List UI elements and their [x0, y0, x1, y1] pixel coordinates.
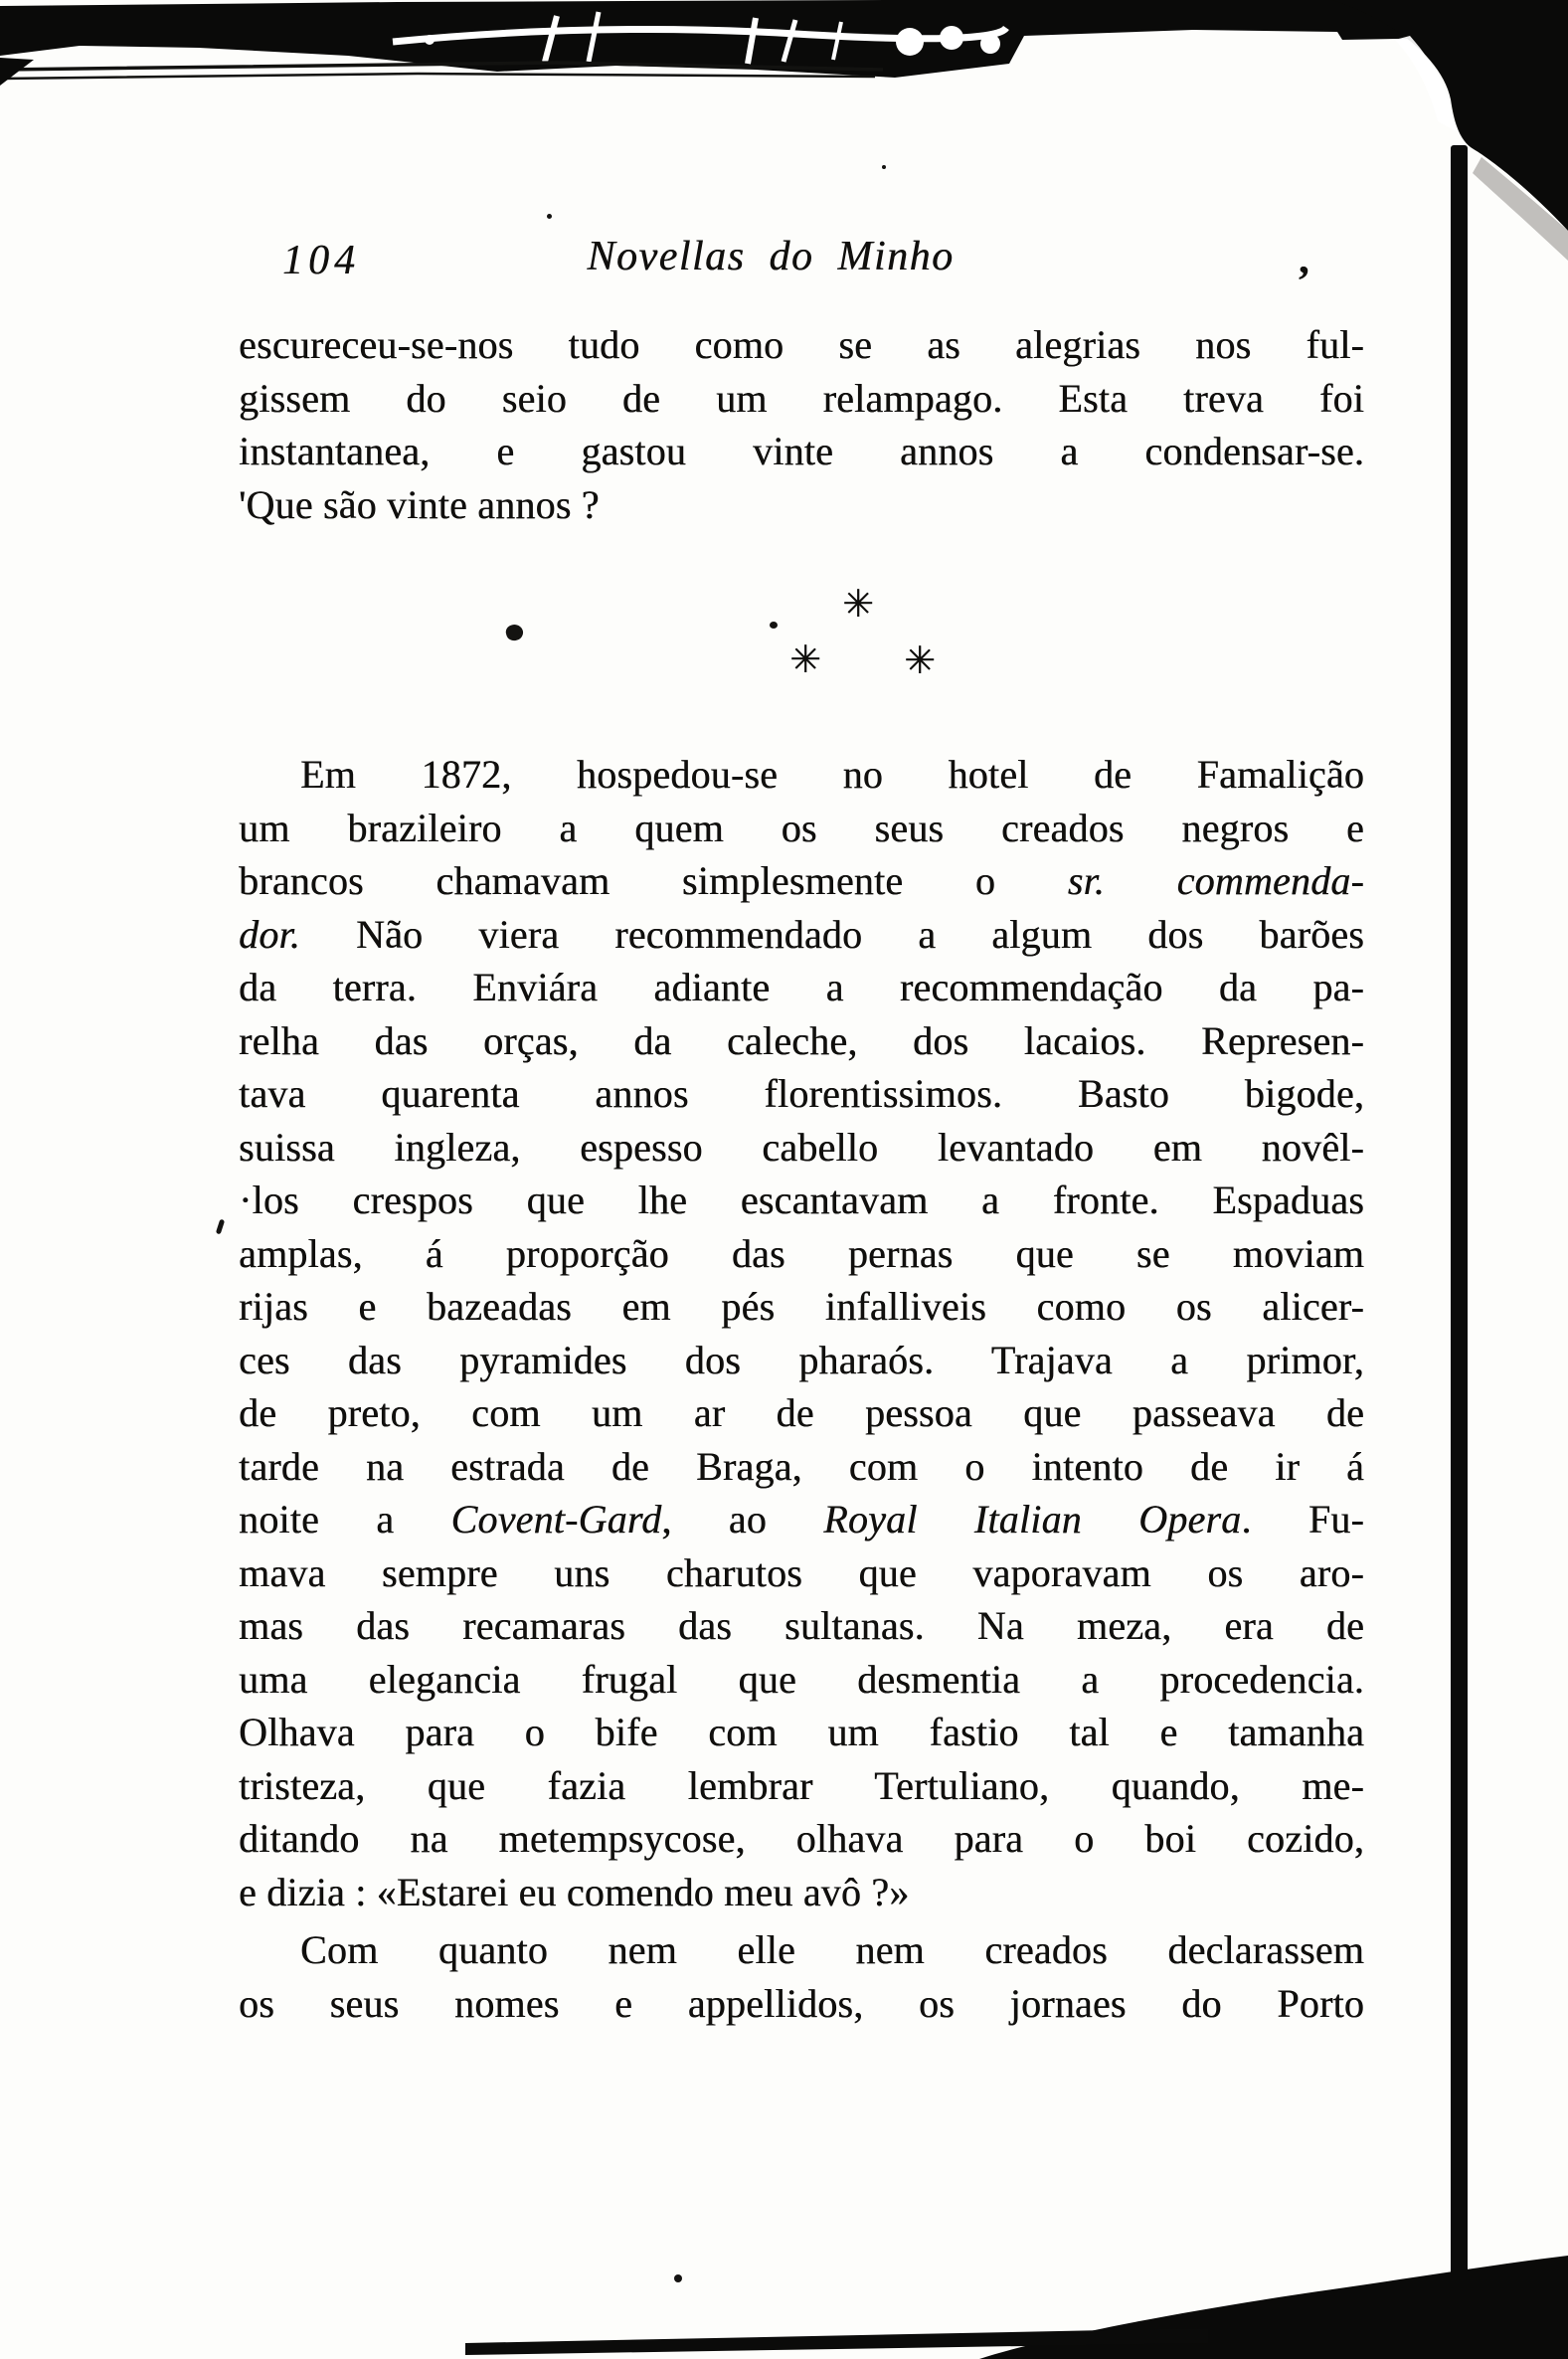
text-line: [239, 1174, 1364, 1227]
running-title: Novellas do Minho: [587, 234, 955, 279]
italic-text-segment: Covent-Gard: [450, 1497, 662, 1542]
text-line: [239, 1493, 1364, 1546]
text-line: [239, 1977, 1364, 2031]
scan-bottom-edge-artifact: [0, 2218, 1568, 2359]
text-segment: instantanea, e gastou vinte annos a condensar-se.: [239, 429, 1364, 473]
text-segment: ces das pyramides dos pharaós. Trajava a primor,: [239, 1337, 1364, 1382]
text-segment: tristeza, que fazia lembrar Tertuliano, quando, me-: [239, 1762, 1364, 1808]
text-line: [239, 1653, 1364, 1707]
text-segment: escureceu-se-nos tudo como se as alegrias nos ful-: [239, 322, 1364, 367]
paragraph-1: [239, 318, 1364, 531]
paragraph-2: [239, 748, 1364, 1918]
text-segment: mas das recamaras das sultanas. Na meza, era de: [239, 1603, 1364, 1648]
text-segment: gissem do seio de um relampago. Esta treva foi: [239, 375, 1364, 421]
page-number: 104: [282, 238, 360, 283]
text-segment: noite a: [239, 1497, 451, 1542]
text-line: [239, 318, 1364, 372]
text-line: [239, 1386, 1364, 1440]
text-line: [239, 1759, 1364, 1813]
text-segment: da terra. Enviára adiante a recommendação da pa-: [239, 965, 1364, 1009]
text-segment: rijas e bazeadas em pés infalliveis como os alicer-: [239, 1284, 1364, 1329]
asterisk-icon: ✳: [789, 637, 821, 681]
text-segment: Com quanto nem elle nem creados declarassem: [300, 1927, 1364, 1972]
text-segment: mava sempre uns charutos que vaporavam os aro-: [239, 1549, 1364, 1595]
text-segment: amplas, á proporção das pernas que se moviam: [239, 1230, 1364, 1276]
text-segment: Olhava para o bife com um fastio tal e tamanha: [239, 1710, 1364, 1754]
text-segment: suissa ingleza, espesso cabello levantado em novêl-: [239, 1124, 1364, 1170]
text-segment: tava quarenta annos florentissimos. Basto bigode,: [239, 1071, 1364, 1116]
text-line: [239, 908, 1364, 962]
text-segment: um brazileiro a quem os seus creados negros e: [239, 805, 1364, 850]
italic-text-segment: sr. commenda-: [1067, 858, 1365, 903]
text-line: [239, 1227, 1364, 1281]
ink-speck: [882, 165, 886, 169]
text-line: [239, 1599, 1364, 1653]
text-line: [239, 1334, 1364, 1387]
text-segment: , ao: [661, 1497, 824, 1542]
text-line: [239, 748, 1364, 802]
text-line: [239, 1067, 1364, 1121]
text-segment: ·los crespos que lhe escantavam a fronte. Espaduas: [239, 1178, 1364, 1222]
text-line: [239, 1706, 1364, 1759]
text-segment: ditando na metempsycose, olhava para o boi cozido,: [239, 1816, 1364, 1861]
book-spine-line: [1451, 145, 1468, 2327]
text-segment: Não viera recommendado a algum dos barões: [299, 911, 1364, 957]
text-line: [239, 1866, 1364, 1919]
scan-top-edge-artifact: [0, 0, 1568, 261]
text-line: [239, 1014, 1364, 1068]
text-segment: uma elegancia frugal que desmentia a procedencia.: [239, 1656, 1364, 1702]
text-segment: os seus nomes e appellidos, os jornaes do Porto: [239, 1980, 1364, 2026]
text-line: [239, 372, 1364, 426]
text-segment: tarde na estrada de Braga, com o intento de ir á: [239, 1443, 1364, 1489]
text-line: [239, 478, 1364, 532]
text-segment: relha das orças, da caleche, dos lacaios. Represen-: [239, 1017, 1364, 1063]
text-line: [239, 961, 1364, 1014]
text-line: [239, 1546, 1364, 1600]
text-line: [239, 1280, 1364, 1334]
text-segment: de preto, com um ar de pessoa que passeava de: [239, 1390, 1364, 1435]
text-line: [239, 425, 1364, 478]
ink-speck: [504, 623, 525, 642]
text-line: [239, 1812, 1364, 1866]
ink-speck: [216, 1219, 225, 1235]
text-line: [239, 1121, 1364, 1175]
text-line: [239, 802, 1364, 855]
paragraph-3: [239, 1923, 1364, 2030]
asterisk-icon: ✳: [904, 638, 936, 682]
asterisk-icon: ✳: [842, 582, 874, 626]
text-line: [239, 1440, 1364, 1494]
text-line: [239, 854, 1364, 908]
text-segment: 'Que são vinte annos ?: [239, 481, 600, 527]
text-segment: . Fu-: [1241, 1497, 1364, 1542]
text-segment: e dizia : «Estarei eu comendo meu avô ?»: [239, 1869, 910, 1914]
ink-speck-mark: ,: [1299, 237, 1309, 282]
ink-speck: [547, 214, 552, 219]
italic-text-segment: Royal Italian Opera: [823, 1497, 1242, 1542]
text-segment: brancos chamavam simplesmente o: [239, 858, 1068, 903]
italic-text-segment: dor.: [239, 911, 300, 957]
ink-speck: [770, 622, 778, 629]
text-segment: Em 1872, hospedou-se no hotel de Famalição: [300, 752, 1364, 797]
text-line: [239, 1923, 1364, 1977]
